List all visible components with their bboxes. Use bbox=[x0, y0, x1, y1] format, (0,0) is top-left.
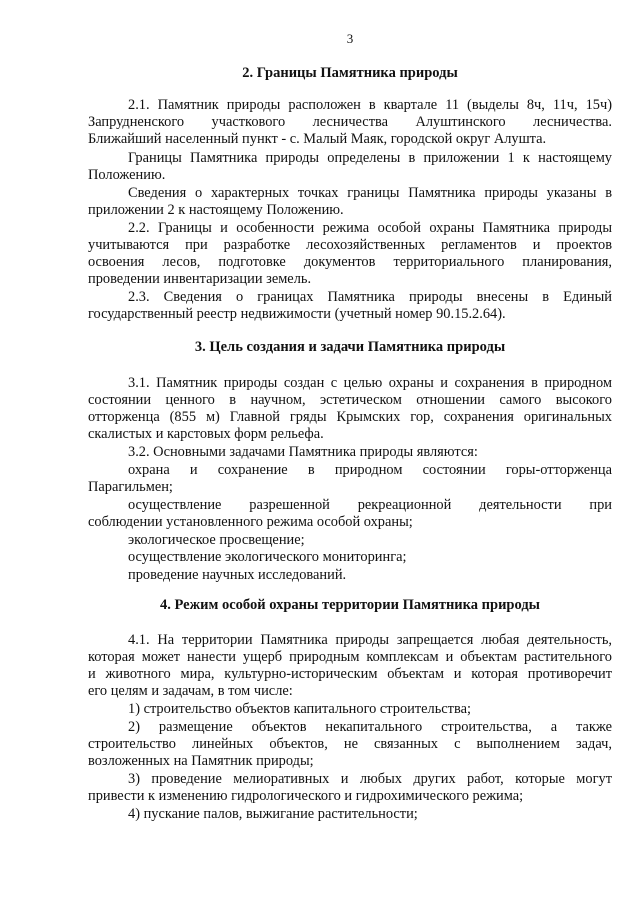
text-line: 3.1. Памятник природы создан с целью охраны и сохранения в природном bbox=[128, 375, 612, 391]
text-line: соблюдении установленного режима особой охраны; bbox=[88, 514, 413, 530]
text-line: 3) проведение мелиоративных и любых других работ, которые могут bbox=[128, 771, 612, 787]
text-line: его целям и задачам, в том числе: bbox=[88, 683, 293, 699]
text-line: 2.3. Сведения о границах Памятника природы внесены в Единый bbox=[128, 289, 612, 305]
text-line: Ближайший населенный пункт - с. Малый Маяк, городской округ Алушта. bbox=[88, 131, 547, 147]
text-line: освоения лесов, подготовке документов территориального планирования, bbox=[88, 254, 612, 270]
text-line: 2) размещение объектов некапитального строительства, а также bbox=[128, 719, 612, 735]
section-heading: 3. Цель создания и задачи Памятника природы bbox=[194, 339, 506, 355]
text-line: Сведения о характерных точках границы Памятника природы указаны в bbox=[128, 185, 612, 201]
text-line: 3.2. Основными задачами Памятника природы являются: bbox=[128, 444, 478, 460]
section-heading: 2. Границы Памятника природы bbox=[242, 65, 458, 81]
text-line: проведение научных исследований. bbox=[128, 567, 347, 583]
text-line: состоянии ценного в научном, эстетическом отношении самого высокого bbox=[88, 392, 612, 408]
text-line: экологическое просвещение; bbox=[128, 532, 305, 548]
text-line: скалистых и карстовых форм рельефа. bbox=[88, 426, 324, 442]
text-line: Парагильмен; bbox=[88, 479, 173, 495]
text-line: 4.1. На территории Памятника природы запрещается любая деятельность, bbox=[128, 632, 612, 648]
text-line: возложенных на Памятник природы; bbox=[88, 753, 314, 769]
section-heading: 4. Режим особой охраны территории Памятника природы bbox=[160, 597, 540, 613]
text-line: проведении инвентаризации земель. bbox=[88, 271, 312, 287]
text-line: осуществление экологического мониторинга; bbox=[128, 549, 407, 565]
text-line: 2.1. Памятник природы расположен в квартале 11 (выделы 8ч, 11ч, 15ч) bbox=[128, 97, 612, 113]
text-line: Запрудненского участкового лесничества Алуштинского лесничества. bbox=[88, 114, 612, 130]
text-line: Положению. bbox=[88, 167, 166, 183]
text-line: охрана и сохранение в природном состоянии горы-отторженца bbox=[128, 462, 612, 478]
page-number: 3 bbox=[346, 31, 354, 46]
text-line: отторженца (855 м) Главной гряды Крымских гор, сохранения оригинальных bbox=[88, 409, 612, 425]
text-line: которая может нанести ущерб природным комплексам и объектам растительного bbox=[88, 649, 612, 665]
text-line: строительство линейных объектов, не связанных с выполнением задач, bbox=[88, 736, 612, 752]
text-line: Границы Памятника природы определены в приложении 1 к настоящему bbox=[128, 150, 612, 166]
text-line: 4) пускание палов, выжигание растительности; bbox=[128, 806, 418, 822]
text-line: осуществление разрешенной рекреационной деятельности при bbox=[128, 497, 612, 513]
text-line: 2.2. Границы и особенности режима особой охраны Памятника природы bbox=[128, 220, 612, 236]
text-line: 1) строительство объектов капитального строительства; bbox=[128, 701, 471, 717]
text-line: привести к изменению гидрологического и гидрохимического режима; bbox=[88, 788, 524, 804]
text-line: приложении 2 к настоящему Положению. bbox=[88, 202, 344, 218]
text-line: учитываются при разработке лесохозяйственных регламентов и проектов bbox=[88, 237, 612, 253]
text-line: государственный реестр недвижимости (учетный номер 90.15.2.64). bbox=[88, 306, 506, 322]
text-line: и животного мира, культурно-историческим объектам и которая противоречит bbox=[88, 666, 612, 682]
document-page bbox=[88, 0, 612, 904]
